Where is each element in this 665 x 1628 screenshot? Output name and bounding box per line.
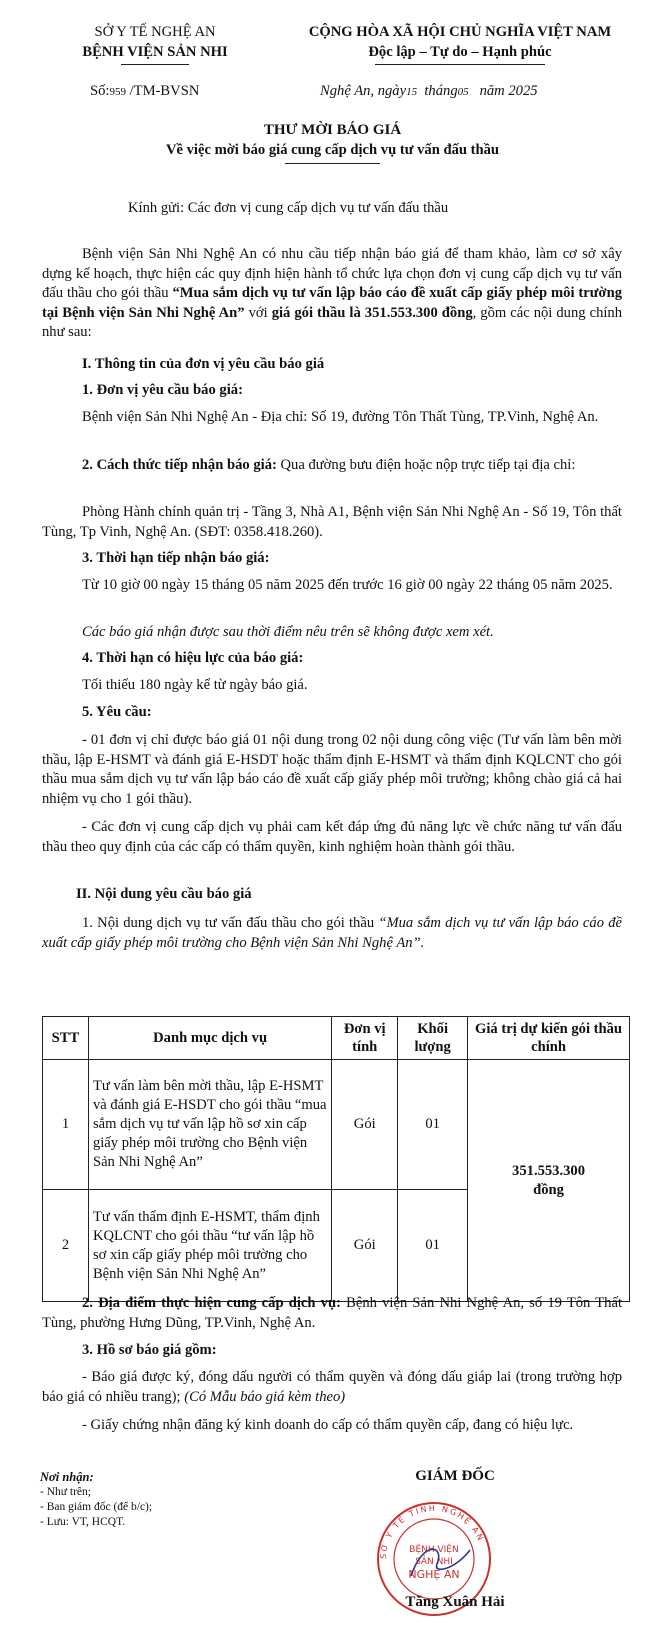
item1-prefix: 1. Nội dung dịch vụ tư vấn đấu thầu cho gói thầu	[82, 915, 375, 931]
section2-item2	[42, 1294, 622, 1333]
nation-block	[270, 22, 650, 65]
motto: Độc lập – Tự do – Hạnh phúc	[368, 44, 552, 60]
stamp-text-1: BỆNH VIỆN	[409, 1545, 459, 1555]
month-value: 05	[457, 86, 469, 98]
stamp-text-3: NGHỆ AN	[408, 1568, 460, 1581]
stamp-text-2: SẢN NHI	[415, 1557, 453, 1567]
section1-heading: I. Thông tin của đơn vị yêu cầu báo giá	[82, 356, 325, 372]
section2-heading: II. Nội dung yêu cầu báo giá	[76, 886, 252, 902]
signer-name: Tăng Xuân Hải	[405, 1594, 505, 1610]
package-name: “Mua sắm dịch vụ tư vấn lập báo cáo đề xuất cấp giấy phép môi trường tại Bệnh viện Sản Nhi Nghệ An”	[42, 285, 622, 321]
signer-title: GIÁM ĐỐC	[415, 1468, 495, 1484]
recipient-item: - Lưu: VT, HCQT.	[40, 1516, 126, 1528]
s5-heading: 5. Yêu cầu:	[82, 704, 152, 720]
row1-unit: Gói	[332, 1060, 398, 1190]
month-label: tháng	[424, 83, 458, 99]
nation-name: CỘNG HÒA XÃ HỘI CHỦ NGHĨA VIỆT NAM	[308, 24, 612, 40]
document-title: THƯ MỜI BÁO GIÁ	[263, 122, 402, 138]
place-date	[320, 83, 538, 100]
row1-stt: 1	[43, 1060, 89, 1190]
row1-qty: 01	[398, 1060, 468, 1190]
subtitle-rule	[285, 163, 380, 164]
intro-text-2: với	[248, 304, 268, 321]
item3-paragraph-2: - Giấy chứng nhận đăng ký kinh doanh do cấp có thẩm quyền cấp, đang có hiệu lực.	[82, 1417, 574, 1433]
intro-text-3: , gồm các nội dung chính như sau:	[42, 304, 623, 340]
item2-heading: 2. Địa điểm thực hiện cung cấp dịch vụ:	[82, 1295, 341, 1311]
s2-heading: 2. Cách thức tiếp nhận báo giá:	[82, 457, 277, 473]
issuer-block	[55, 22, 255, 65]
header-service: Danh mục dịch vụ	[88, 1017, 331, 1060]
s5-paragraph-1: - 01 đơn vị chỉ được báo giá 01 nội dung trong 02 nội dung công việc (Tư vấn làm bên mời thầu, lập E-HSMT và đánh giá E-HSDT hoặc thẩm định E-HSMT và thẩm định KQLCNT cho gói thầu mua sắm dịch vụ tư vấn lập báo cáo đề xuất cấp giấy phép môi trường; không chào giá cả hai nhiệm vụ cho 1 gói thầu).	[42, 732, 622, 807]
table-row	[43, 1060, 630, 1190]
item1-package: “Mua sắm dịch vụ tư vấn lập báo cáo đề xuất cấp giấy phép môi trường cho Bệnh viện Sản Nhi Nghệ An”.	[42, 915, 622, 951]
intro-text: Bệnh viện Sản Nhi Nghệ An có nhu cầu tiếp nhận báo giá để tham khảo, làm cơ sở xây dựng kế hoạch, thực hiện các quy định hiện hành tổ chức lựa chọn đơn vị cung cấp dịch vụ tư vấn đấu thầu cho gói thầu	[42, 246, 622, 301]
ministry-name: SỞ Y TẾ NGHỆ AN	[94, 24, 216, 40]
item3-paragraph-1	[42, 1368, 622, 1407]
recipients-block	[40, 1470, 152, 1530]
row2-stt: 2	[43, 1190, 89, 1302]
recipients-label: Nơi nhận:	[40, 1470, 94, 1484]
item3-template-note: (Có Mẫu báo giá kèm theo)	[184, 1388, 346, 1405]
document-number	[90, 83, 199, 100]
row2-qty: 01	[398, 1190, 468, 1302]
item2-body: Bệnh viện Sản Nhi Nghệ An, số 19 Tôn Thất Tùng, phường Hưng Dũng, TP.Vinh, Nghệ An.	[42, 1295, 622, 1331]
row1-service: Tư vấn làm bên mời thầu, lập E-HSMT và đánh giá E-HSDT cho gói thầu “mua sắm dịch vụ tư vấn lập hồ sơ xin cấp giấy phép môi trường cho Bệnh viện Sản Nhi Nghệ An”	[88, 1060, 331, 1190]
recipient-item: - Ban giám đốc (để b/c);	[40, 1501, 153, 1513]
s2-inline: Qua đường bưu điện hoặc nộp trực tiếp tại địa chỉ:	[280, 457, 576, 473]
section2-item1	[42, 914, 622, 953]
header-right-rule	[375, 64, 545, 65]
day-value: 15	[406, 86, 418, 98]
service-table	[42, 1016, 630, 1302]
header-stt: STT	[43, 1017, 89, 1060]
s5-paragraph-2: - Các đơn vị cung cấp dịch vụ phải cam kết đáp ứng đủ năng lực về chức năng tư vấn đấu thầu theo quy định của các cấp có thẩm quyền, kinh nghiệm hoàn thành gói thầu.	[42, 819, 622, 855]
s3-note: Các báo giá nhận được sau thời điểm nêu trên sẽ không được xem xét.	[82, 624, 494, 640]
package-value-cell: 351.553.300 đồng	[468, 1060, 630, 1302]
table-header-row	[43, 1017, 630, 1060]
header-unit: Đơn vị tính	[332, 1017, 398, 1060]
number-suffix: /TM-BVSN	[129, 83, 200, 99]
s1-heading: 1. Đơn vị yêu cầu báo giá:	[82, 382, 243, 398]
s1-body: Bệnh viện Sản Nhi Nghệ An - Địa chỉ: Số 19, đường Tôn Thất Tùng, TP.Vinh, Nghệ An.	[82, 409, 599, 425]
header-left-rule	[121, 64, 189, 65]
year-text: năm 2025	[479, 83, 538, 99]
recipient-line: Kính gửi: Các đơn vị cung cấp dịch vụ tư vấn đấu thầu	[128, 200, 449, 216]
s2-paragraph	[42, 456, 622, 476]
number-value: 959	[109, 86, 126, 98]
package-price: giá gói thầu là 351.553.300 đồng	[271, 304, 473, 321]
org-name: BỆNH VIỆN SẢN NHI	[82, 44, 228, 60]
row2-unit: Gói	[332, 1190, 398, 1302]
s3-heading: 3. Thời hạn tiếp nhận báo giá:	[82, 550, 270, 566]
place-date-prefix: Nghệ An, ngày	[320, 83, 407, 99]
document-subtitle: Về việc mời báo giá cung cấp dịch vụ tư vấn đấu thầu	[165, 142, 500, 158]
svg-text:SỞ Y TẾ TỈNH NGHỆ AN: SỞ Y TẾ TỈNH NGHỆ AN	[378, 1503, 486, 1560]
s4-heading: 4. Thời hạn có hiệu lực của báo giá:	[82, 650, 304, 666]
s4-body: Tối thiểu 180 ngày kể từ ngày báo giá.	[82, 677, 308, 693]
item3-text-1: - Báo giá được ký, đóng dấu người có thẩm quyền và đóng dấu giáp lai (trong trường hợp báo giá có nhiều trang);	[42, 1369, 622, 1405]
number-prefix: Số:	[90, 83, 110, 99]
row2-service: Tư vấn thẩm định E-HSMT, thẩm định KQLCNT cho gói thầu “tư vấn lập hồ sơ xin cấp giấy phép môi trường cho Bệnh viện Sản Nhi Nghệ An”	[88, 1190, 331, 1302]
s2-body: Phòng Hành chính quản trị - Tầng 3, Nhà A1, Bệnh viện Sản Nhi Nghệ An - Số 19, Tôn thất Tùng, Tp Vinh, Nghệ An. (SĐT: 0358.418.260).	[42, 504, 622, 540]
intro-paragraph	[42, 245, 622, 343]
header-qty: Khối lượng	[398, 1017, 468, 1060]
s3-body: Từ 10 giờ 00 ngày 15 tháng 05 năm 2025 đến trước 16 giờ 00 ngày 22 tháng 05 năm 2025.	[82, 577, 613, 593]
header-value: Giá trị dự kiến gói thầu chính	[468, 1017, 630, 1060]
recipient-item: - Như trên;	[40, 1486, 91, 1498]
item3-heading: 3. Hồ sơ báo giá gồm:	[82, 1342, 217, 1358]
